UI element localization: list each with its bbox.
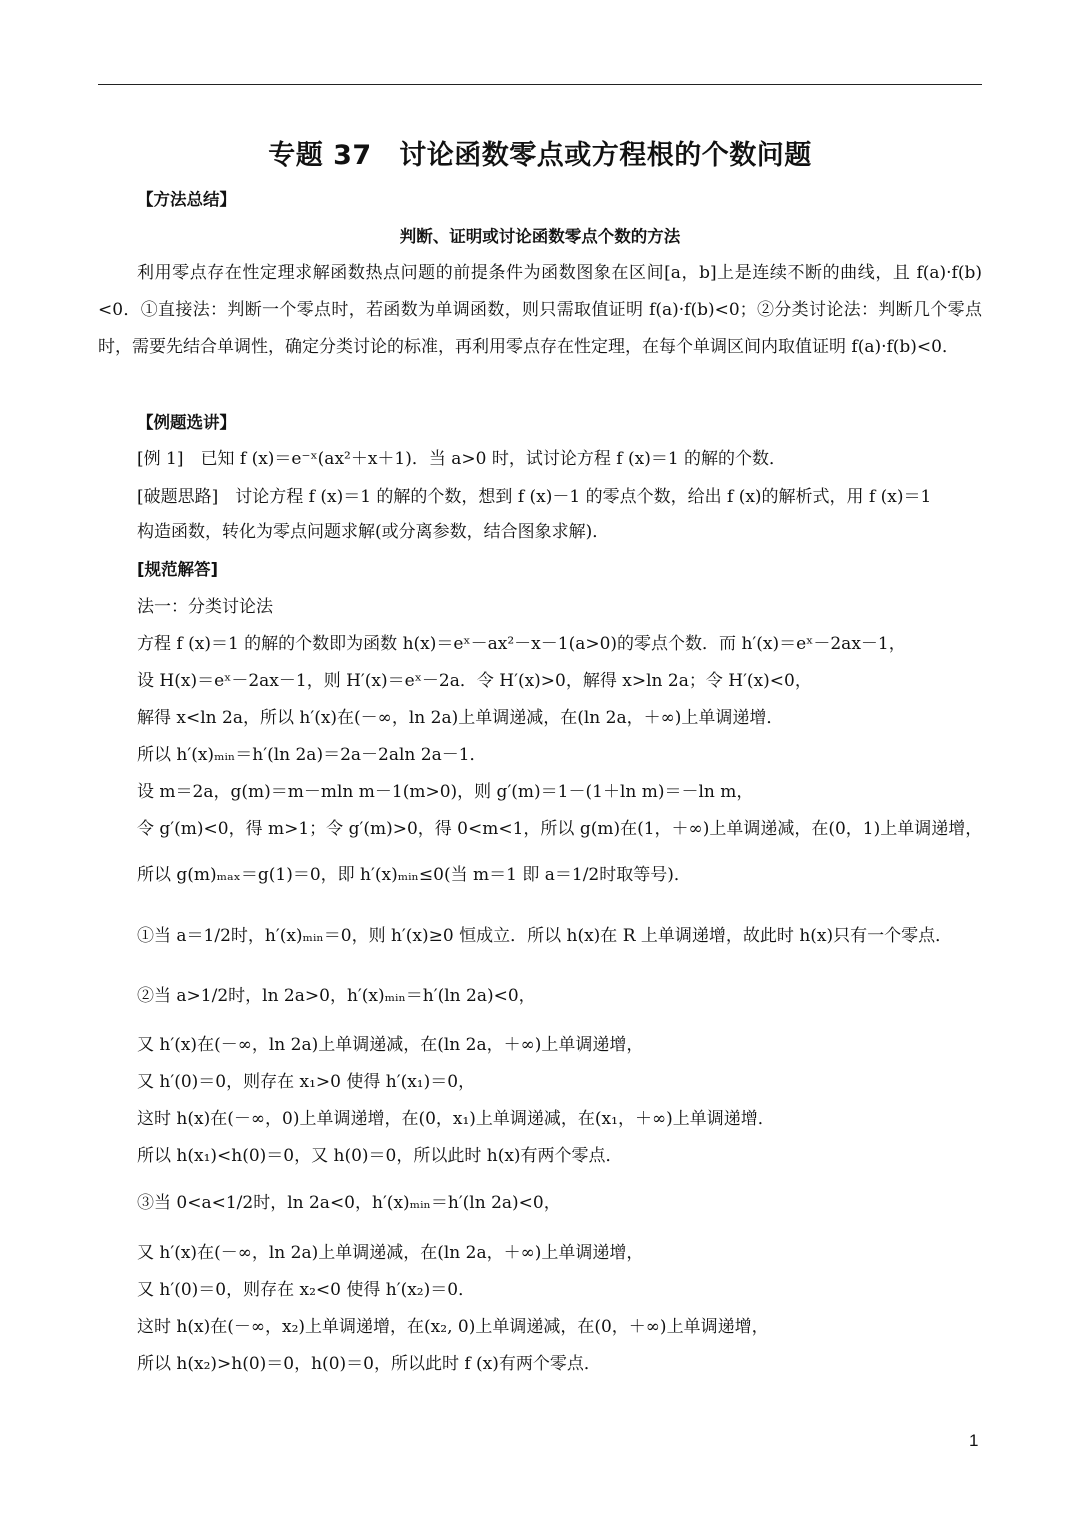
solution-line: 所以 g(m)ₘₐₓ＝g(1)＝0，即 h′(x)ₘᵢₙ≤0(当 m＝1 即 a＝1/2时取等号)． bbox=[137, 865, 691, 885]
solution-line: 令 g′(m)<0，得 m>1；令 g′(m)>0，得 0<m<1，所以 g(m)在(1，＋∞)上单调递减，在(0，1)上单调递增， bbox=[137, 819, 983, 839]
solution-line: 又 h′(0)＝0，则存在 x₁>0 使得 h′(x₁)＝0， bbox=[137, 1072, 476, 1092]
solution-line: 法一：分类讨论法 bbox=[137, 597, 273, 617]
thinking-line-1: [破题思路] 讨论方程 f (x)＝1 的解的个数，想到 f (x)－1 的零点个数，给出 f (x)的解析式，用 f (x)＝1 bbox=[137, 487, 932, 507]
header-rule bbox=[98, 84, 982, 85]
page-title: 专题 37 讨论函数零点或方程根的个数问题 bbox=[268, 140, 812, 171]
page-number: 1 bbox=[969, 1431, 979, 1450]
solution-line: 所以 h′(x)ₘᵢₙ＝h′(ln 2a)＝2a－2aln 2a－1． bbox=[137, 745, 487, 765]
solution-line: 这时 h(x)在(－∞，x₂)上单调递增，在(x₂, 0)上单调递减，在(0，＋∞)上单调递增， bbox=[137, 1317, 769, 1337]
solution-line: 所以 h(x₂)>h(0)＝0，h(0)＝0，所以此时 f (x)有两个零点． bbox=[137, 1354, 601, 1374]
solution-line: 这时 h(x)在(－∞，0)上单调递增，在(0，x₁)上单调递减，在(x₁，＋∞)上单调递增． bbox=[137, 1109, 775, 1129]
solution-line: 所以 h(x₁)<h(0)＝0，又 h(0)＝0，所以此时 h(x)有两个零点． bbox=[137, 1146, 623, 1166]
example-1: [例 1] 已知 f (x)＝e⁻ˣ(ax²＋x＋1)．当 a>0 时，试讨论方程 f (x)＝1 的解的个数． bbox=[137, 449, 787, 469]
solution-line: ③当 0<a<1/2时，ln 2a<0，h′(x)ₘᵢₙ＝h′(ln 2a)<0， bbox=[137, 1193, 561, 1213]
solution-line: 又 h′(x)在(－∞，ln 2a)上单调递减，在(ln 2a，＋∞)上单调递增， bbox=[137, 1035, 644, 1055]
solution-line: 设 H(x)＝eˣ－2ax－1，则 H′(x)＝eˣ－2a．令 H′(x)>0，解得 x>ln 2a；令 H′(x)<0， bbox=[137, 671, 812, 691]
method-subtitle: 判断、证明或讨论函数零点个数的方法 bbox=[399, 227, 681, 246]
solution-line: ②当 a>1/2时，ln 2a>0，h′(x)ₘᵢₙ＝h′(ln 2a)<0， bbox=[137, 986, 536, 1006]
section-heading-method: 【方法总结】 bbox=[137, 190, 236, 209]
solution-line: 设 m＝2a，g(m)＝m－mln m－1(m>0)，则 g′(m)＝1－(1＋ln m)＝－ln m， bbox=[137, 782, 754, 802]
solution-line: ①当 a＝1/2时，h′(x)ₘᵢₙ＝0，则 h′(x)≥0 恒成立．所以 h(x)在 R 上单调递增，故此时 h(x)只有一个零点． bbox=[137, 926, 953, 946]
solution-heading: [规范解答] bbox=[137, 560, 219, 579]
solution-line: 方程 f (x)＝1 的解的个数即为函数 h(x)＝eˣ－ax²－x－1(a>0)的零点个数．而 h′(x)＝eˣ－2ax－1， bbox=[137, 634, 906, 654]
thinking-line-2: 构造函数，转化为零点问题求解(或分离参数，结合图象求解)． bbox=[137, 522, 610, 542]
method-paragraph: 利用零点存在性定理求解函数热点问题的前提条件为函数图象在区间[a，b]上是连续不断的曲线，且 f(a)·f(b)<0．①直接法：判断一个零点时，若函数为单调函数，则只需取值证明 f(a)·f(b)<0；②分类讨论法：判断几个零点时，需要先结合单调性，确定分类讨论的标准，再利用零点存在性定理，在每个单调区间内取值证明 f(a)·f(b)<0． bbox=[98, 263, 982, 357]
solution-line: 解得 x<ln 2a，所以 h′(x)在(－∞，ln 2a)上单调递减，在(ln 2a，＋∞)上单调递增． bbox=[137, 708, 784, 728]
solution-line: 又 h′(0)＝0，则存在 x₂<0 使得 h′(x₂)＝0． bbox=[137, 1280, 476, 1300]
section-heading-examples: 【例题选讲】 bbox=[137, 413, 236, 432]
solution-line: 又 h′(x)在(－∞，ln 2a)上单调递减，在(ln 2a，＋∞)上单调递增， bbox=[137, 1243, 644, 1263]
